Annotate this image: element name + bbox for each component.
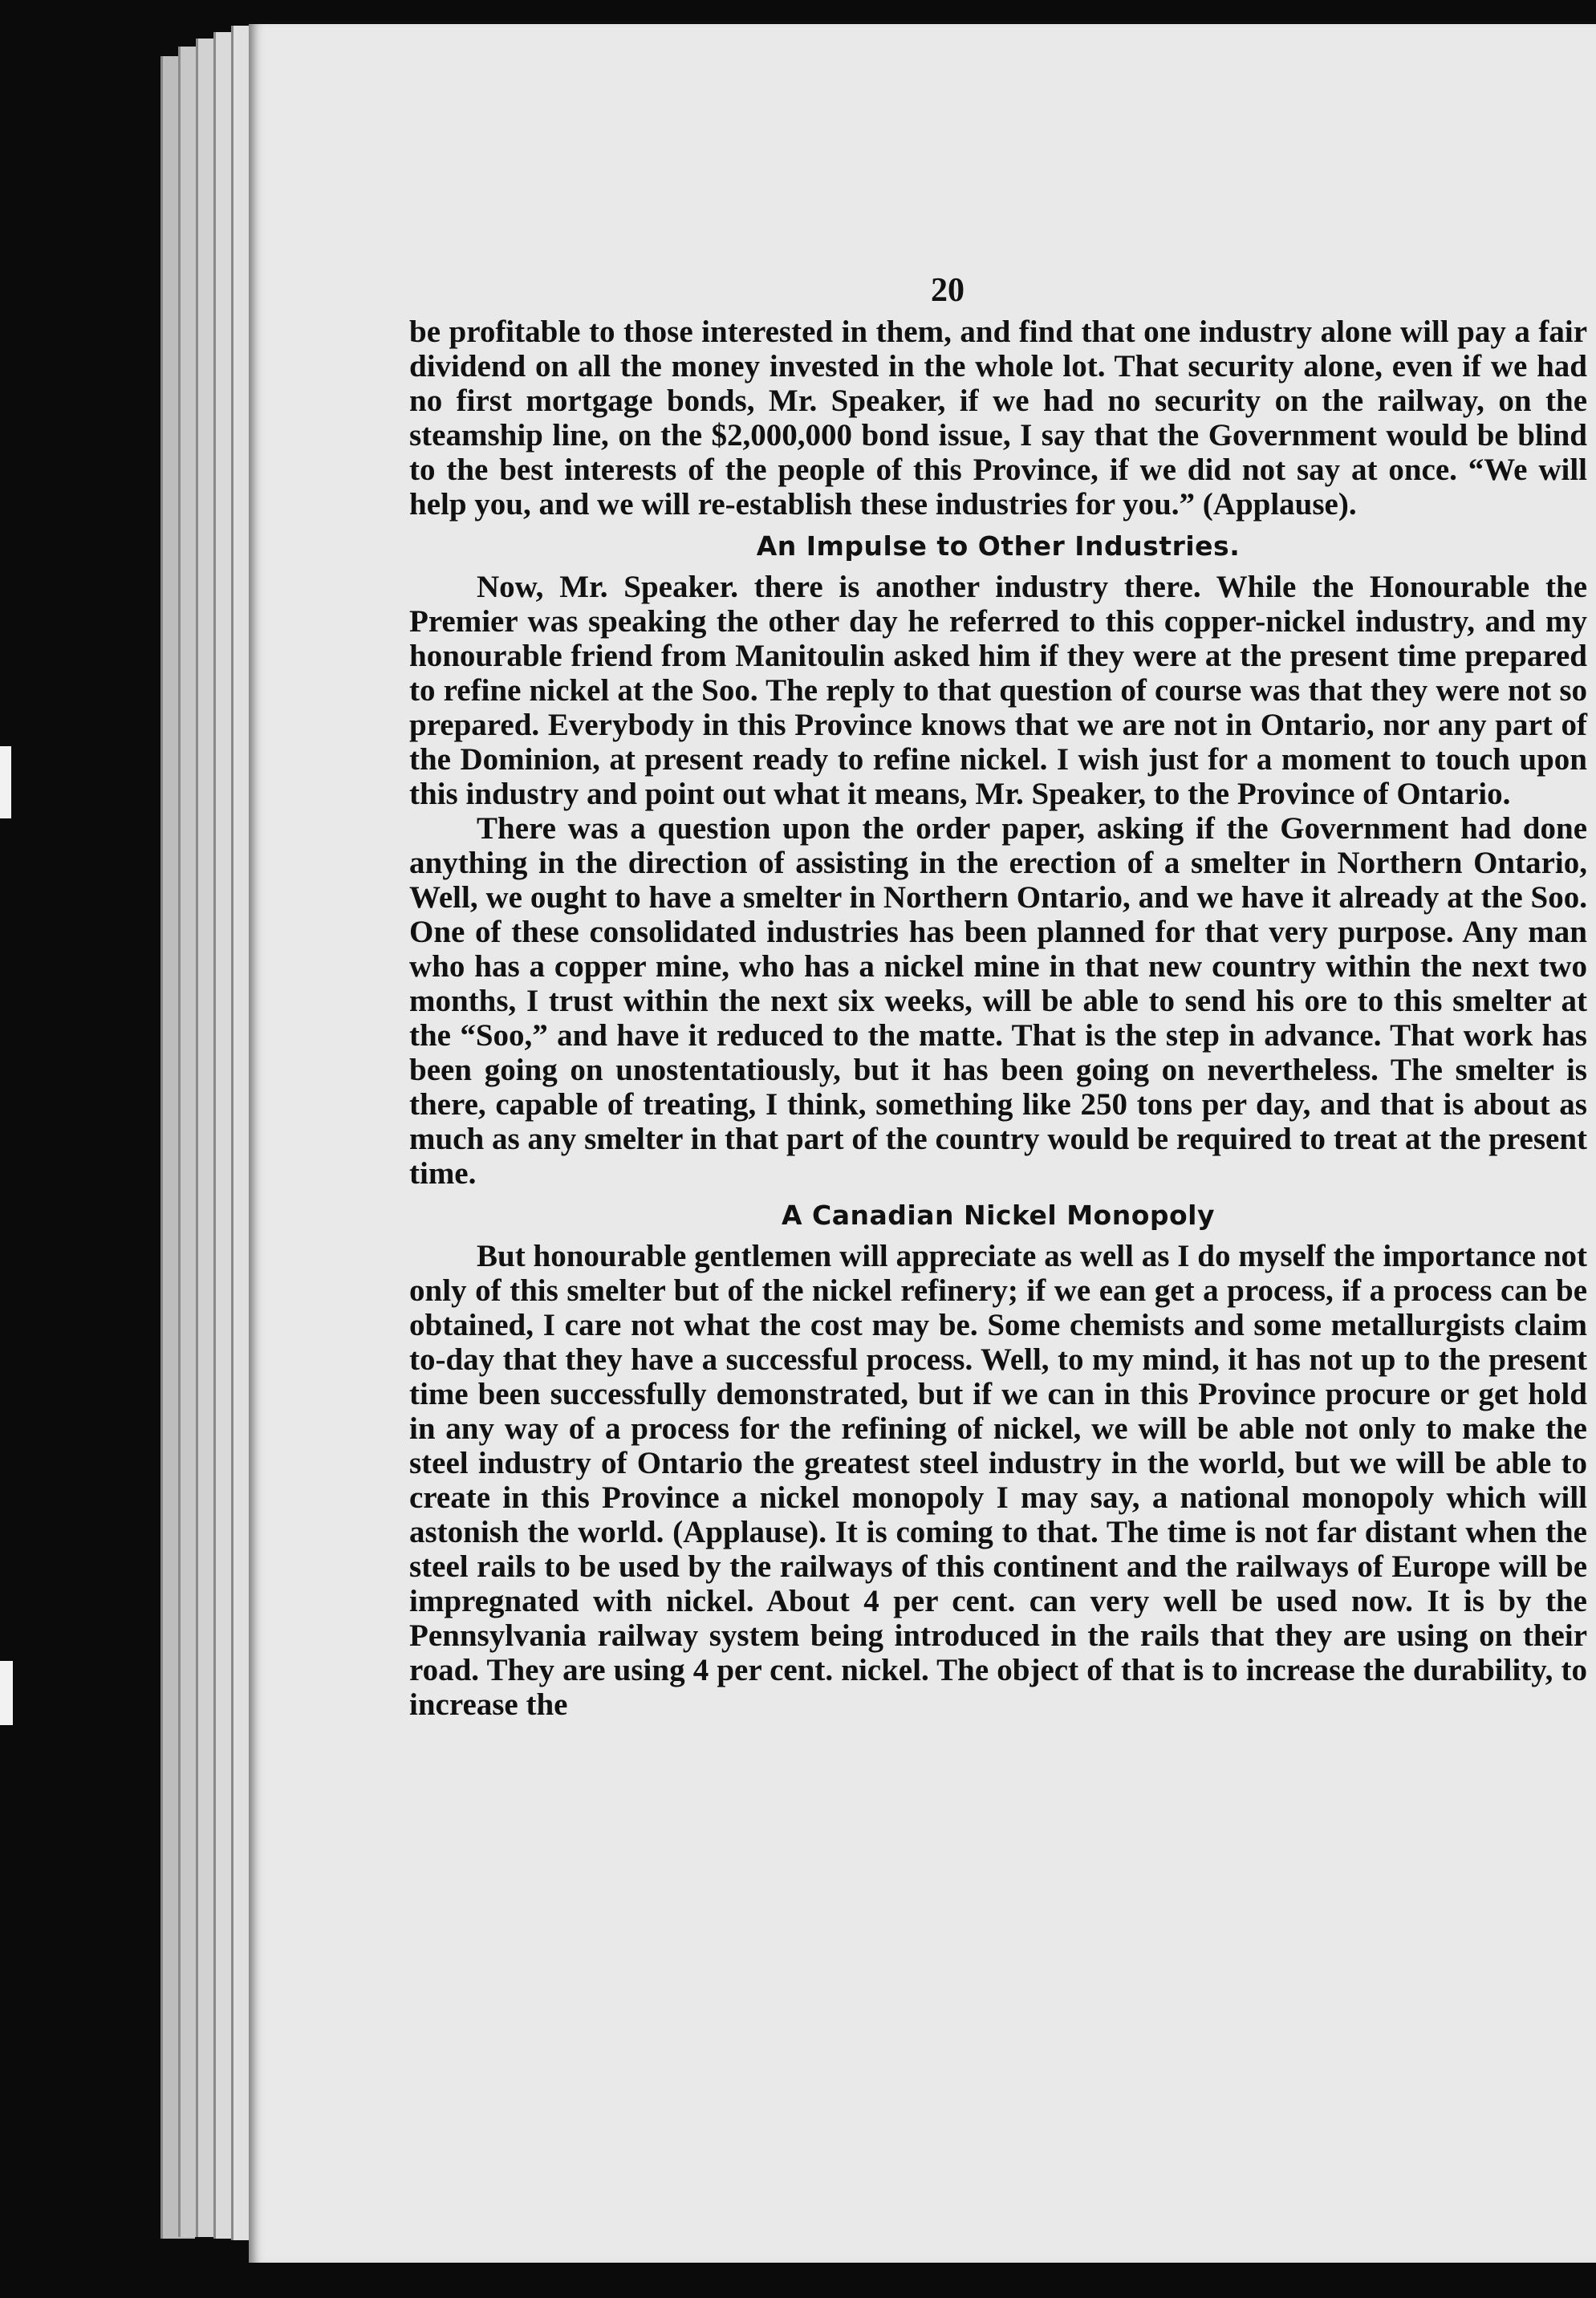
page-body xyxy=(409,315,1587,1722)
paragraph: be profitable to those interested in them, and find that one industry alone will pay a fair dividend on all the money invested in the whole lot. That security alone, even if we had no first mortgage bonds, Mr. Speaker, if we had no security on the railway, on the steamship line, on the $2,000,000 bond issue, I say that the Government would be blind to the best interests of the people of this Province, if we did not say at once. “We will help you, and we will re-establish these industries for you.” (Applause). xyxy=(409,315,1587,522)
paragraph: There was a question upon the order paper, asking if the Government had done anything in the direction of assisting in the erection of a smelter in Northern Ontario, Well, we ought to have a smelter in Northern Ontario, and we have it already at the Soo. One of these consolidated industries has been planned for that very purpose. Any man who has a copper mine, who has a nickel mine in that new country within the next two months, I trust within the next six weeks, will be able to send his ore to this smelter at the “Soo,” and have it reduced to the matte. That is the step in advance. That work has been going on unostentatiously, but it has been going on nevertheless. The smelter is there, capable of treating, I think, something like 250 tons per day, and that is about as much as any smelter in that part of the country would be required to treat at the present time. xyxy=(409,811,1587,1191)
paragraph: But honourable gentlemen will appreciate as well as I do myself the importance not only of this smelter but of the nickel refinery; if we ean get a process, if a process can be obtained, I care not what the cost may be. Some chemists and some metallurgists claim to-day that they have a successful process. Well, to my mind, it has not up to the present time been successfully demonstrated, but if we can in this Province procure or get hold in any way of a process for the refining of nickel, we will be able not only to make the steel industry of Ontario the greatest steel industry in the world, but we will be able to create in this Province a nickel monopoly I may say, a national monopoly which will astonish the world. (Applause). It is coming to that. The time is not far distant when the steel rails to be used by the railways of this continent and the railways of Europe will be impregnated with nickel. About 4 per cent. can very well be used now. It is by the Pennsylvania railway system being introduced in the rails that they are using on their road. They are using 4 per cent. nickel. The object of that is to increase the durability, to increase the xyxy=(409,1239,1587,1722)
paragraph: Now, Mr. Speaker. there is another industry there. While the Honourable the Premier was speaking the other day he referred to this copper-nickel industry, and my honourable friend from Manitoulin asked him if they were at the present time prepared to refine nickel at the Soo. The reply to that question of course was that they were not so prepared. Everybody in this Province knows that we are not in Ontario, nor any part of the Dominion, at present ready to refine nickel. I wish just for a moment to touch upon this industry and point out what it means, Mr. Speaker, to the Province of Ontario. xyxy=(409,570,1587,811)
scan-mark xyxy=(0,1661,13,1725)
section-heading: An Impulse to Other Industries. xyxy=(756,530,1241,562)
section-heading: A Canadian Nickel Monopoly xyxy=(782,1200,1215,1231)
page-number: 20 xyxy=(931,272,965,309)
scan-mark xyxy=(0,746,11,818)
